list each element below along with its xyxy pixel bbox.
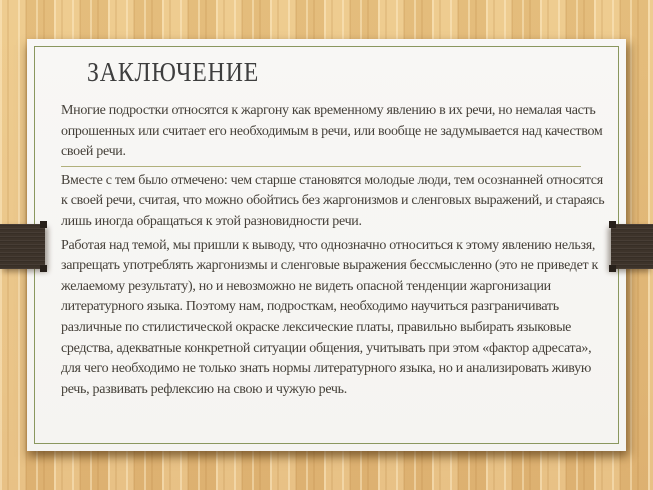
paragraph-3: Работая над темой, мы пришли к выводу, что однозначно относиться к этому явлению нельзя, запрещать употреблять жаргонизмы и сленговые выражения бессмысленно (это не приведет к желаемому результату), но и невозможно не видеть опасной тенденции жаргонизации литературного языка. Поэтому нам, подросткам, необходимо научиться разграничивать различные по стилистической окраске лексические платы, правильно выбирать языковые средства, адекватные конкретной ситуации общения, учитывать при этом «фактор адресата», для чего необходимо не только знать нормы литературного языка, но и анализировать живую речь, развивать рефлексию на свою и чужую речь. [61, 237, 599, 397]
slide-title: ЗАКЛЮЧЕНИЕ [87, 57, 260, 87]
separator-line [61, 166, 581, 167]
slide-body [61, 101, 605, 403]
left-ribbon-cap-top [40, 221, 47, 228]
right-ribbon-cap-bottom [609, 265, 616, 272]
left-ribbon [0, 224, 45, 269]
left-ribbon-cap-bottom [40, 265, 47, 272]
paragraph-2: Вместе с тем было отмечено: чем старше становятся молодые люди, тем осознанней относятся к своей речи, считая, что можно обойтись без жаргонизмов и сленговых выражений, и стараясь лишь иногда обращаться к этой разновидности речи. [61, 172, 605, 229]
paragraph-1: Многие подростки относятся к жаргону как временному явлению в их речи, но немалая часть опрошенных или считает его необходимым в речи, или вообще не задумывается над качеством своей речи. [61, 103, 603, 160]
right-ribbon-cap-top [609, 221, 616, 228]
right-ribbon [611, 224, 653, 269]
slide [27, 39, 626, 451]
